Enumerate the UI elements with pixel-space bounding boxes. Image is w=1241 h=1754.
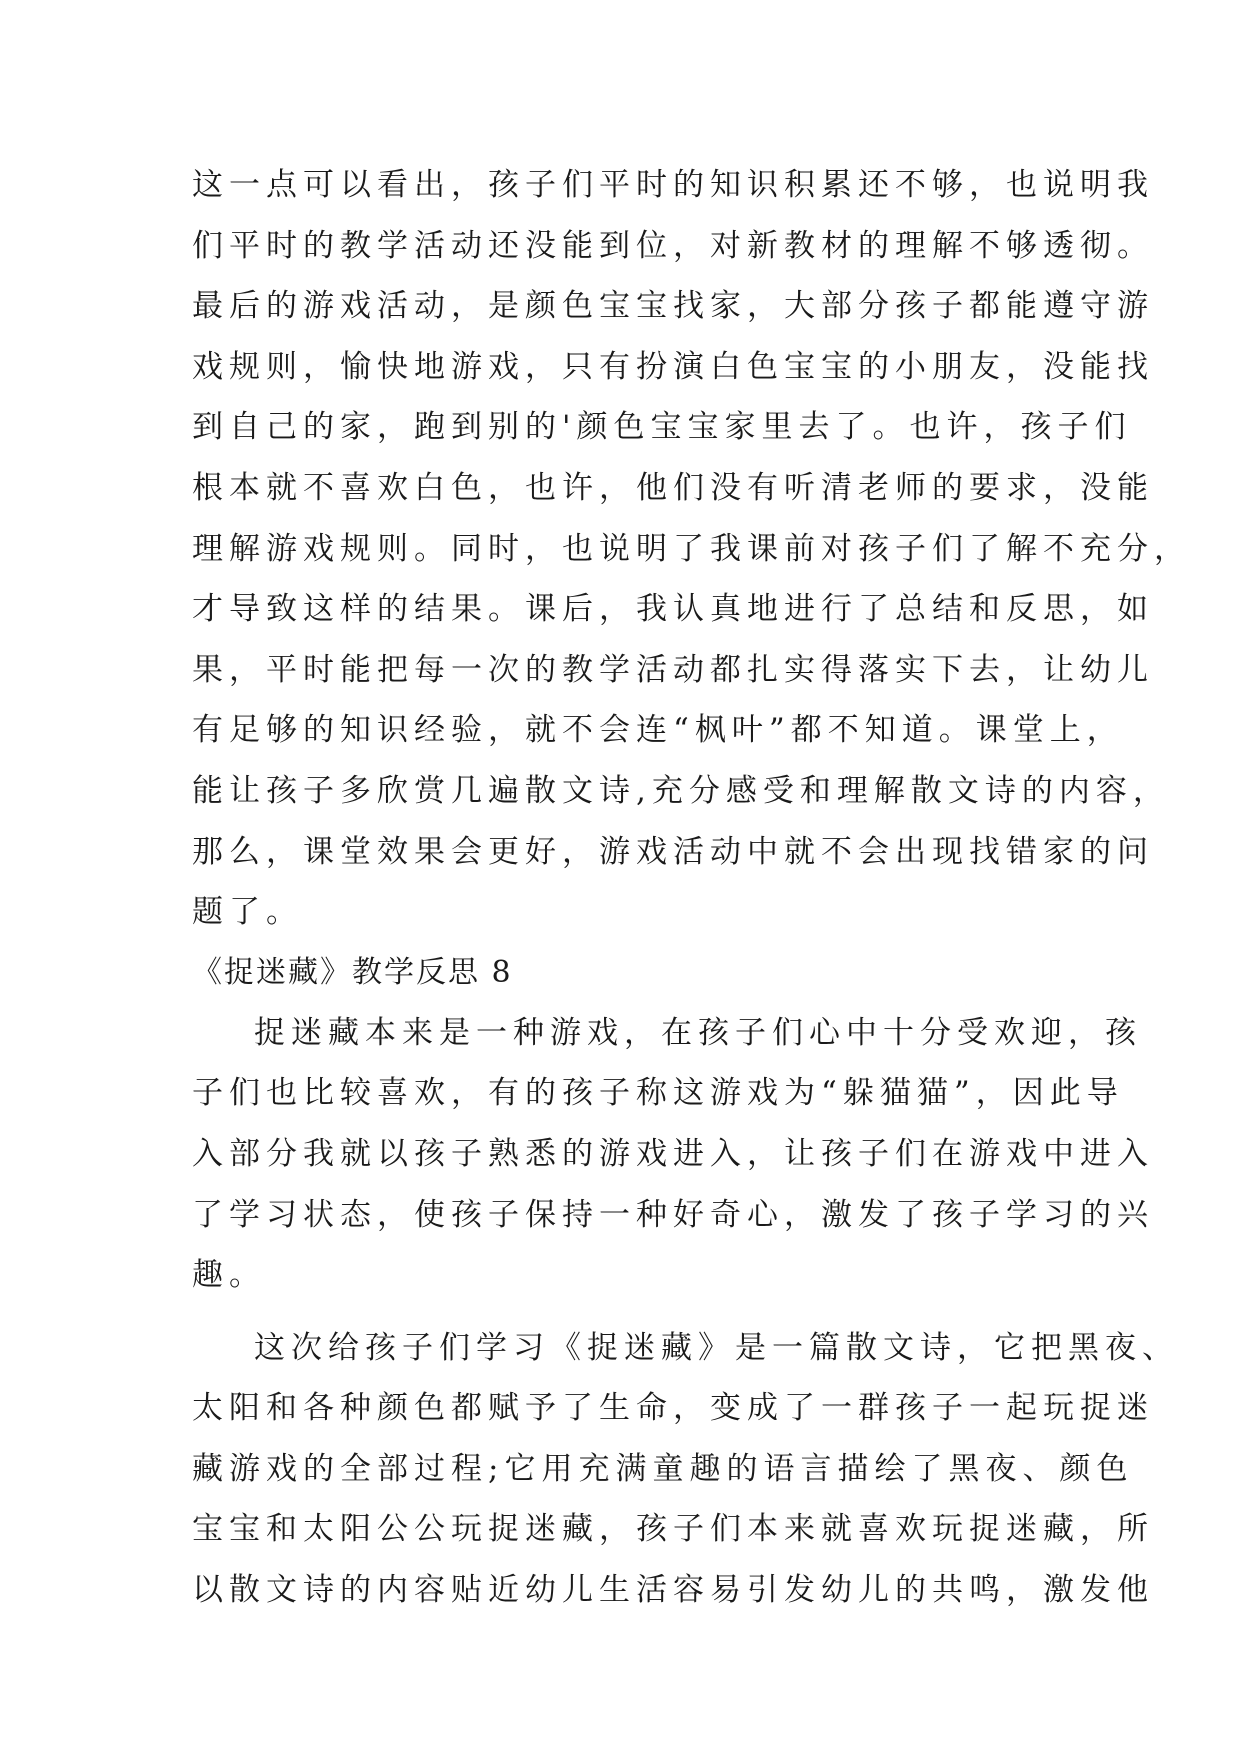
paragraph-2	[192, 1003, 1154, 1306]
text-line: 题了。	[192, 894, 303, 931]
paragraph-spacer	[192, 1306, 1072, 1318]
text-line: 理解游戏规则。同时，也说明了我课前对孩子们了解不充分，	[192, 530, 1191, 567]
text-line: 能让孩子多欣赏几遍散文诗,充分感受和理解散文诗的内容，	[192, 772, 1170, 809]
text-line: 以散文诗的内容贴近幼儿生活容易引发幼儿的共鸣，激发他	[192, 1572, 1154, 1609]
text-line: 果，平时能把每一次的教学活动都扎实得落实下去，让幼儿	[192, 651, 1154, 688]
document-page	[192, 155, 1191, 1621]
paragraph-1	[192, 155, 1191, 943]
text-line: 到自己的家，跑到别的'颜色宝宝家里去了。也许，孩子们	[192, 409, 1132, 446]
text-line: 那么，课堂效果会更好，游戏活动中就不会出现找错家的问	[192, 833, 1154, 870]
text-line: 了学习状态，使孩子保持一种好奇心，激发了孩子学习的兴	[192, 1196, 1154, 1233]
text-line: 捉迷藏本来是一种游戏，在孩子们心中十分受欢迎，孩	[254, 1014, 1142, 1051]
text-line: 这一点可以看出，孩子们平时的知识积累还不够，也说明我	[192, 167, 1154, 203]
text-line: 藏游戏的全部过程;它用充满童趣的语言描绘了黑夜、颜色	[192, 1450, 1134, 1487]
text-line: 入部分我就以孩子熟悉的游戏进入，让孩子们在游戏中进入	[192, 1135, 1154, 1172]
paragraph-3	[192, 1318, 1179, 1621]
text-line: 太阳和各种颜色都赋予了生命，变成了一群孩子一起玩捉迷	[192, 1390, 1154, 1427]
section-heading: 《捉迷藏》教学反思 8	[192, 954, 513, 990]
text-line: 根本就不喜欢白色，也许，他们没有听清老师的要求，没能	[192, 469, 1154, 506]
text-line: 有足够的知识经验，就不会连“枫叶”都不知道。课堂上，	[192, 712, 1124, 749]
text-line: 宝宝和太阳公公玩捉迷藏，孩子们本来就喜欢玩捉迷藏，所	[192, 1511, 1154, 1548]
text-line: 最后的游戏活动，是颜色宝宝找家，大部分孩子都能遵守游	[192, 288, 1154, 325]
text-line: 这次给孩子们学习《捉迷藏》是一篇散文诗，它把黑夜、	[254, 1329, 1179, 1366]
text-line: 趣。	[192, 1257, 266, 1294]
text-line: 戏规则，愉快地游戏，只有扮演白色宝宝的小朋友，没能找	[192, 348, 1154, 385]
text-line: 才导致这样的结果。课后，我认真地进行了总结和反思，如	[192, 591, 1154, 628]
text-line: 子们也比较喜欢，有的孩子称这游戏为“躲猫猫”，因此导	[192, 1075, 1124, 1112]
text-line: 们平时的教学活动还没能到位，对新教材的理解不够透彻。	[192, 227, 1154, 264]
